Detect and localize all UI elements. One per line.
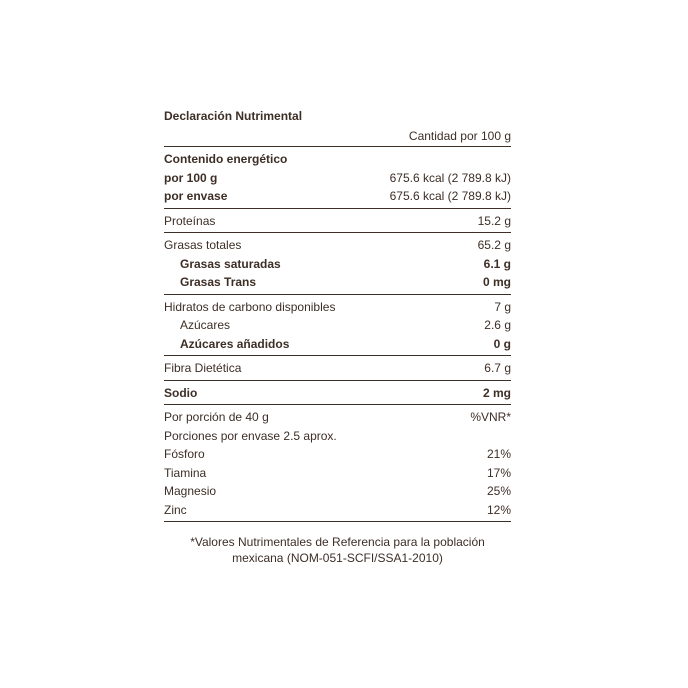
servings-row bbox=[164, 427, 511, 446]
mineral-row bbox=[164, 501, 511, 520]
table-title: Declaración Nutrimental bbox=[164, 109, 303, 123]
total-fat-row bbox=[164, 236, 511, 255]
portion-section bbox=[164, 405, 511, 521]
mineral-label: Magnesio bbox=[164, 484, 217, 498]
energy-per-package-row bbox=[164, 187, 511, 206]
trans-fat-row bbox=[164, 273, 511, 292]
vnr-header: %VNR* bbox=[470, 410, 511, 424]
mineral-value: 12% bbox=[486, 502, 511, 517]
fiber-label: Fibra Dietética bbox=[164, 361, 242, 375]
mineral-row bbox=[164, 464, 511, 483]
protein-label: Proteínas bbox=[164, 213, 216, 228]
protein-row bbox=[164, 212, 511, 231]
fiber-section bbox=[164, 356, 511, 380]
sugars-label: Azúcares bbox=[180, 318, 231, 332]
energy-per-package-value: 675.6 kcal (2 789.8 kJ) bbox=[389, 189, 511, 203]
mineral-row bbox=[164, 482, 511, 501]
nutrition-facts-table bbox=[164, 106, 511, 566]
column-header: Cantidad por 100 g bbox=[408, 129, 511, 143]
added-sugars-value: 0 g bbox=[493, 336, 511, 351]
energy-per-100g-value: 675.6 kcal (2 789.8 kJ) bbox=[389, 170, 511, 185]
sugars-row bbox=[164, 316, 511, 335]
added-sugars-label: Azúcares añadidos bbox=[180, 336, 290, 351]
divider bbox=[164, 521, 511, 522]
carbs-value: 7 g bbox=[494, 299, 511, 314]
energy-section bbox=[164, 147, 511, 208]
total-fat-value: 65.2 g bbox=[477, 238, 511, 252]
carbs-section bbox=[164, 295, 511, 356]
mineral-label: Zinc bbox=[164, 502, 187, 517]
saturated-fat-row bbox=[164, 255, 511, 274]
fiber-value: 6.7 g bbox=[484, 361, 511, 375]
sugars-value: 2.6 g bbox=[484, 318, 511, 332]
carbs-label: Hidratos de carbono disponibles bbox=[164, 299, 336, 314]
energy-per-package-label: por envase bbox=[164, 189, 228, 203]
fiber-row bbox=[164, 359, 511, 378]
portion-row bbox=[164, 408, 511, 427]
sodium-row bbox=[164, 384, 511, 403]
portion-label: Por porción de 40 g bbox=[164, 410, 269, 424]
mineral-value: 17% bbox=[486, 465, 511, 480]
footnote bbox=[164, 534, 511, 566]
carbs-row bbox=[164, 298, 511, 317]
added-sugars-row bbox=[164, 335, 511, 354]
sodium-value: 2 mg bbox=[482, 385, 511, 400]
mineral-label: Fósforo bbox=[164, 447, 205, 461]
mineral-row bbox=[164, 445, 511, 464]
protein-section bbox=[164, 209, 511, 233]
energy-heading-row bbox=[164, 150, 511, 169]
fat-section bbox=[164, 233, 511, 294]
protein-value: 15.2 g bbox=[477, 213, 511, 228]
trans-fat-value: 0 mg bbox=[482, 275, 511, 289]
footnote-line-1: *Valores Nutrimentales de Referencia para la población bbox=[190, 535, 485, 549]
footnote-line-2: mexicana (NOM-051-SCFI/SSA1-2010) bbox=[232, 551, 443, 565]
energy-per-100g-label: por 100 g bbox=[164, 170, 218, 185]
trans-fat-label: Grasas Trans bbox=[180, 275, 257, 289]
mineral-value: 25% bbox=[486, 484, 511, 498]
energy-heading: Contenido energético bbox=[164, 152, 288, 166]
sodium-section bbox=[164, 381, 511, 405]
mineral-value: 21% bbox=[486, 447, 511, 461]
energy-per-100g-row bbox=[164, 169, 511, 188]
mineral-label: Tiamina bbox=[164, 465, 207, 480]
saturated-fat-value: 6.1 g bbox=[483, 256, 511, 271]
sodium-label: Sodio bbox=[164, 385, 198, 400]
servings-label: Porciones por envase 2.5 aprox. bbox=[164, 428, 337, 443]
total-fat-label: Grasas totales bbox=[164, 238, 242, 252]
saturated-fat-label: Grasas saturadas bbox=[180, 256, 281, 271]
